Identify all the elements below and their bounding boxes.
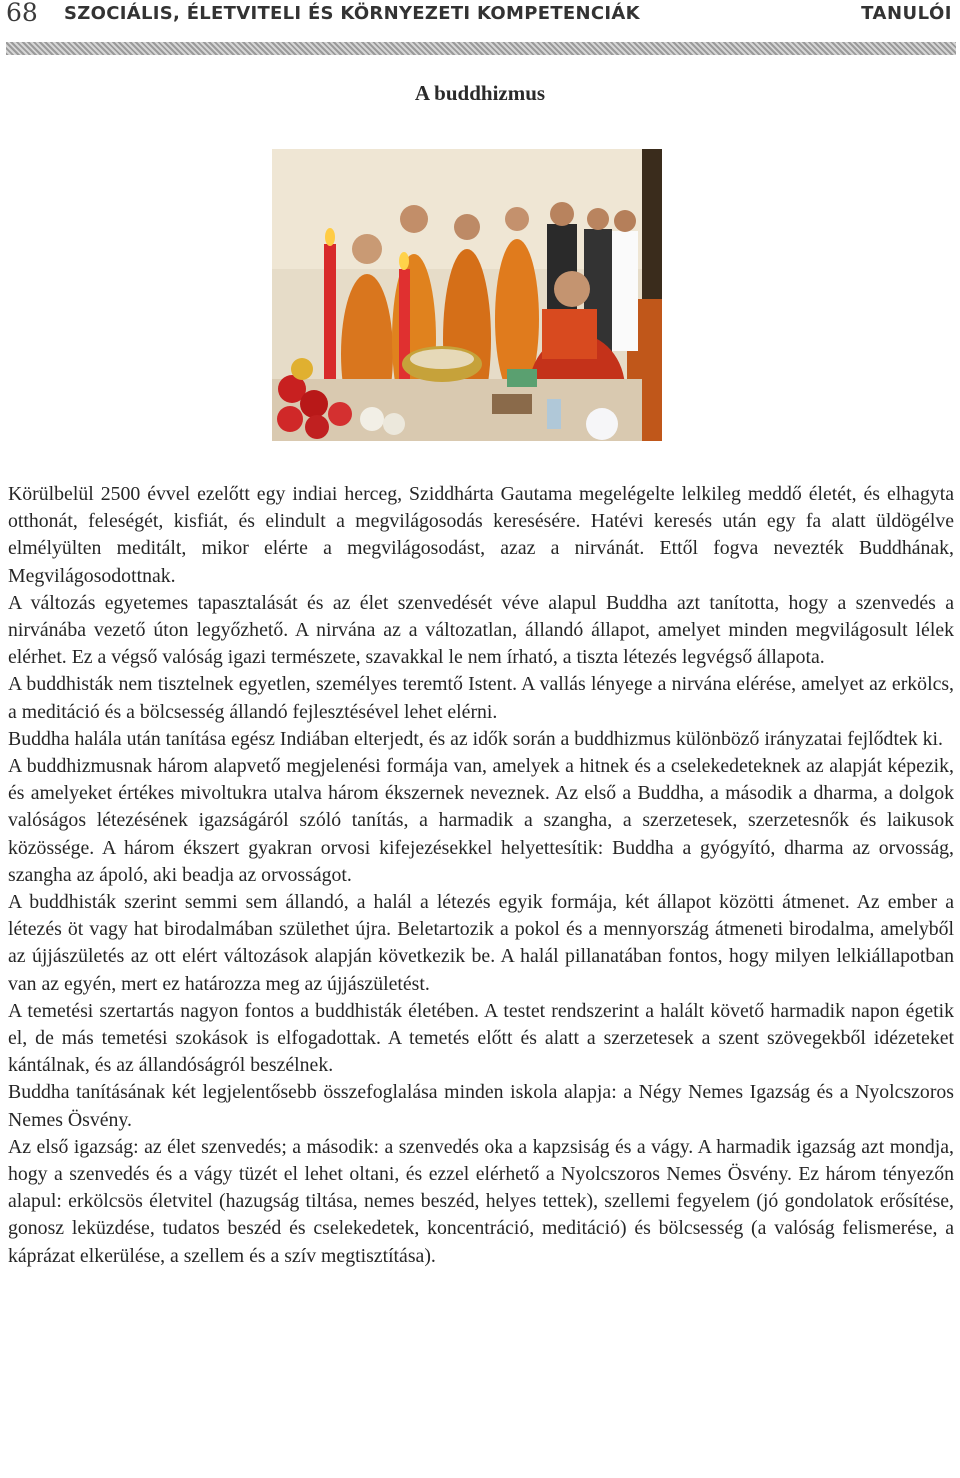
running-title: SZOCIÁLIS, ÉLETVITELI ÉS KÖRNYEZETI KOMPETENCIÁK (64, 3, 640, 24)
buddhist-ceremony-photo (272, 149, 662, 441)
article-title: A buddhizmus (414, 81, 546, 105)
paragraph: Körülbelül 2500 évvel ezelőtt egy indiai herceg, Sziddhárta Gautama megelégelte lelkileg meddő életét, és elhagyta otthonát, feleségét, kisfiát, és elindult a megvilágosodás keresésére. Hatévi keresés után egy fa alatt üldögélve elmélyülten meditált, mikor elérte a megvilágosodást, azaz a nirvánát. Ettől fogva nevezték Buddhának, Megvilágosodottnak. (8, 483, 954, 587)
paragraph: A buddhisták nem tisztelnek egyetlen, személyes teremtő Istent. A vallás lényege a nirvána elérése, amelyet az erkölcs, a meditáció és a bölcsesség állandó fejlesztésével lehet elérni. (8, 673, 954, 723)
paragraph: A buddhizmusnak három alapvető megjelenési formája van, amelyek a hitnek és a cselekedeteknek az alapját képezik, és amelyeket értékes mivoltukra utalva három ékszernek neveznek. Az első a Buddha, a második a dharma, a dolgok valóságos létezésének igazságáról szóló tanítás, a harmadik a szangha, a szerzetesek, szerzetesnők és laikusok közössége. A három ékszert gyakran orvosi kifejezésekkel helyettesítik: Buddha a gyógyító, dharma az orvosság, szangha az ápoló, aki beadja az orvosságot. (8, 755, 954, 886)
paragraph: Buddha tanításának két legjelentősebb összefoglalása minden iskola alapja: a Négy Nemes Igazság és a Nyolcszoros Nemes Ösvény. (8, 1081, 954, 1131)
page-number: 68 (6, 0, 38, 27)
header-divider (6, 42, 956, 55)
paragraph: A temetési szertartás nagyon fontos a buddhisták életében. A testet rendszerint a halált követő harmadik napon égetik el, de más temetési szokások is elfogadottak. A temetés előtt és alatt a szerzetesek a szent szövegekből idézeteket kántálnak, és az állandóságról beszélnek. (8, 999, 954, 1077)
article-body (8, 481, 954, 1270)
running-audience-label: TANULÓI (861, 3, 952, 24)
paragraph: A buddhisták szerint semmi sem állandó, a halál a létezés egyik formája, két állapot közötti átmenet. Az ember a létezés öt vagy hat birodalmában születhet újra. Beletartozik a pokol és a mennyország átmeneti birodalma, amelyből az újjászületés az ott elért változások alapján következik be. A halál pillanatában fontos, hogy milyen lelkiállapotban van az egyén, mert ez határozza meg az újjászületést. (8, 891, 954, 995)
paragraph: A változás egyetemes tapasztalását és az élet szenvedését véve alapul Buddha azt tanította, hogy a szenvedés a nirvánába vezető úton legyőzhető. A nirvána az a változatlan, állandó állapot, amelyet minden megvilágosult lélek elérhet. Ez a végső valóság igazi természete, szavakkal le nem írható, a tiszta létezés legvégső állapota. (8, 591, 954, 669)
paragraph: Buddha halála után tanítása egész Indiában elterjedt, és az idők során a buddhizmus különböző irányzatai fejlődtek ki. (8, 727, 943, 750)
paragraph: Az első igazság: az élet szenvedés; a második: a szenvedés oka a kapzsiság és a vágy. A harmadik igazság azt mondja, hogy a szenvedés és a vágy tüzét el lehet oltani, és ezzel elérhető a Nyolcszoros Nemes Ösvény. Ez három tényezőn alapul: erkölcsös életvitel (hazugság tiltása, nemes beszéd, helyes tettek), szellemi fegyelem (jó gondolatok erősítése, gonosz leküzdése, tudatos beszéd és cselekedetek, koncentráció, meditáció) és bölcsesség (a valóság felismerése, a káprázat elkerülése, a szellem és a szív megtisztítása). (8, 1135, 954, 1267)
page-header (0, 0, 960, 34)
